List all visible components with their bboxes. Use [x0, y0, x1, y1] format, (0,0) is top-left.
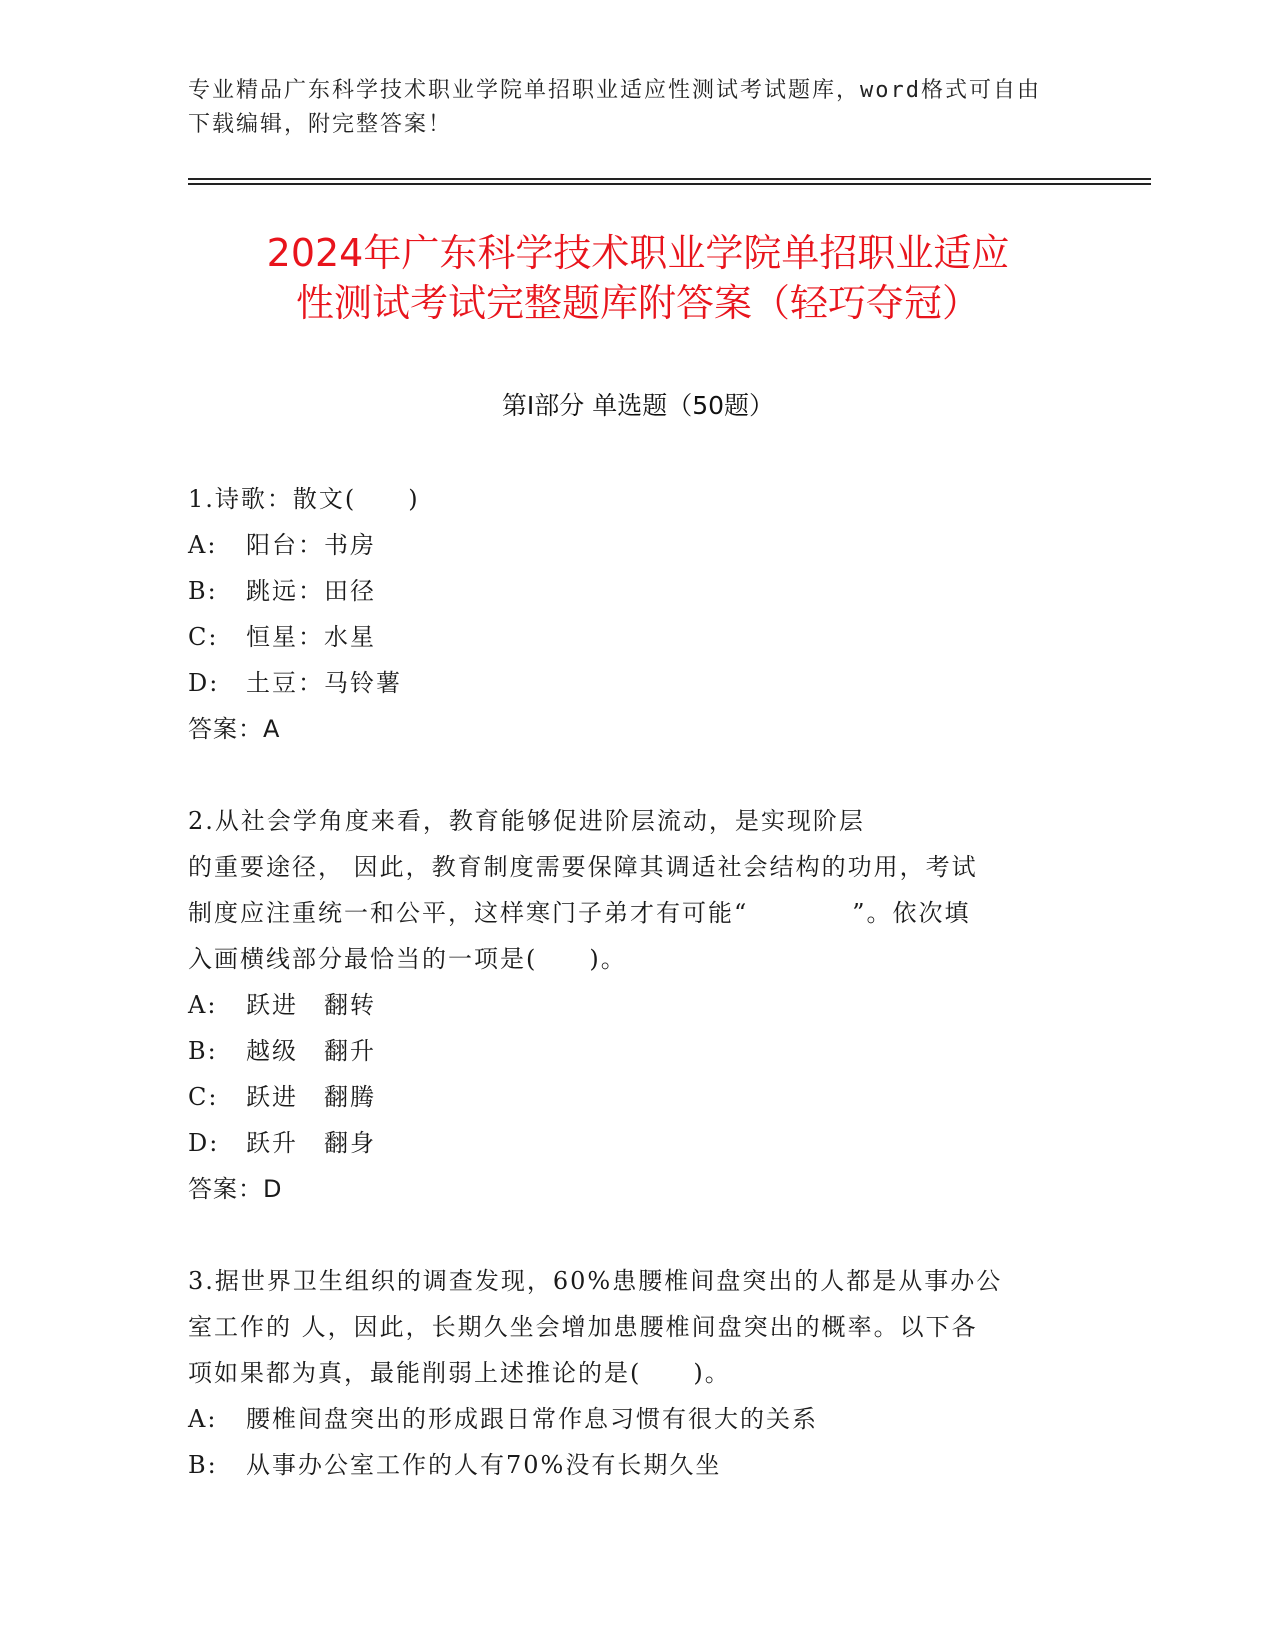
option-letter: A: [188, 991, 218, 1019]
question-list [188, 476, 1088, 1534]
header-note-line: 专业精品广东科学技术职业学院单招职业适应性测试考试题库，word格式可自由 [188, 78, 1041, 103]
answer: 答案：A [188, 715, 281, 743]
option-text: 阳台：书房 [246, 531, 376, 559]
question-stem: 制度应注重统一和公平，这样寒门子弟才有可能“ ”。依次填 [188, 899, 971, 927]
option-text: 跃升 翻身 [246, 1129, 376, 1157]
page-title [188, 228, 1088, 328]
option-letter: A: [188, 531, 218, 559]
option-letter: C: [188, 623, 219, 651]
option-text: 土豆：马铃薯 [246, 669, 402, 697]
option-a [188, 1396, 1088, 1442]
option-letter: C: [188, 1083, 219, 1111]
option-text: 越级 翻升 [246, 1037, 376, 1065]
option-c [188, 1074, 1088, 1120]
page-title-line: 性测试考试完整题库附答案（轻巧夺冠） [295, 281, 980, 325]
option-b [188, 1442, 1088, 1488]
page-title-line: 2024年广东科学技术职业学院单招职业适应 [266, 231, 1010, 275]
header-note [188, 74, 1088, 142]
option-letter: B: [188, 1451, 218, 1479]
option-b [188, 1028, 1088, 1074]
option-text: 腰椎间盘突出的形成跟日常作息习惯有很大的关系 [246, 1405, 818, 1433]
question-stem: 入画横线部分最恰当的一项是( )。 [188, 945, 627, 973]
question-stem: 的重要途径， 因此，教育制度需要保障其调适社会结构的功用，考试 [188, 853, 978, 881]
option-letter: B: [188, 1037, 218, 1065]
question-1 [188, 476, 1088, 752]
option-c [188, 614, 1088, 660]
option-d [188, 1120, 1088, 1166]
question-stem: 3.据世界卫生组织的调查发现，60%患腰椎间盘突出的人都是从事办公 [188, 1267, 1003, 1295]
option-letter: B: [188, 577, 218, 605]
section-title: 第Ⅰ部分 单选题（50题） [501, 391, 775, 420]
option-text: 跳远：田径 [246, 577, 376, 605]
option-d [188, 660, 1088, 706]
option-text: 跃进 翻腾 [246, 1083, 376, 1111]
option-text: 跃进 翻转 [246, 991, 376, 1019]
option-a [188, 982, 1088, 1028]
option-letter: D: [188, 669, 220, 697]
header-rule-top [188, 178, 1151, 180]
option-text: 从事办公室工作的人有70%没有长期久坐 [246, 1451, 722, 1479]
question-2 [188, 798, 1088, 1212]
option-b [188, 568, 1088, 614]
answer: 答案：D [188, 1175, 283, 1203]
question-stem: 项如果都为真，最能削弱上述推论的是( )。 [188, 1359, 731, 1387]
option-letter: A: [188, 1405, 218, 1433]
question-3 [188, 1258, 1088, 1488]
question-stem: 1.诗歌：散文( ) [188, 485, 420, 513]
header-rule-bottom [188, 183, 1151, 185]
question-stem: 室工作的 人，因此，长期久坐会增加患腰椎间盘突出的概率。以下各 [188, 1313, 978, 1341]
header-note-line: 下载编辑，附完整答案！ [188, 112, 453, 137]
option-text: 恒星：水星 [246, 623, 376, 651]
option-letter: D: [188, 1129, 220, 1157]
question-stem: 2.从社会学角度来看，教育能够促进阶层流动，是实现阶层 [188, 807, 865, 835]
option-a [188, 522, 1088, 568]
